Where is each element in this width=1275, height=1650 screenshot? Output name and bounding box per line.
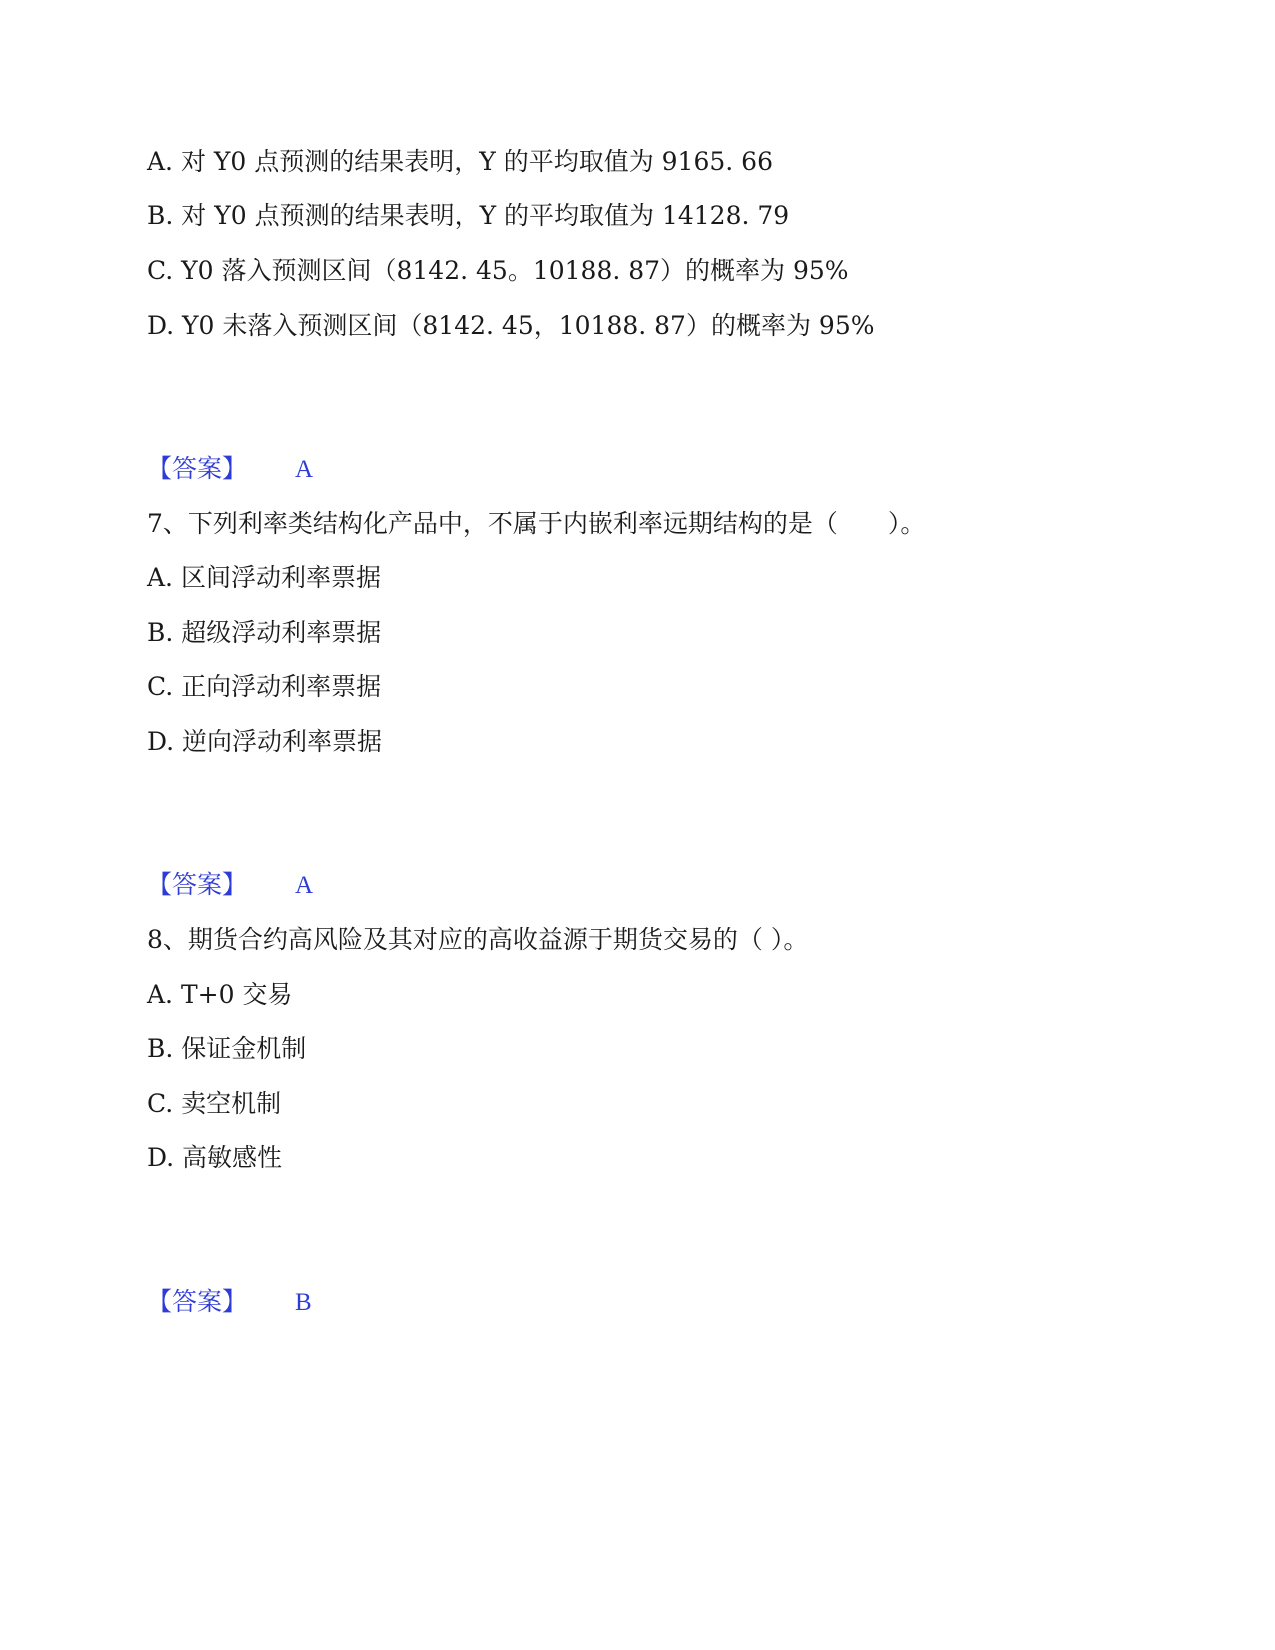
q8-option-b: B. 保证金机制	[147, 1034, 307, 1063]
q7-option-a: A. 区间浮动利率票据	[147, 563, 381, 592]
q8-option-d: D. 高敏感性	[147, 1143, 283, 1172]
q6-option-d: D. Y0 未落入预测区间（8142. 45，10188. 87）的概率为 95%	[147, 311, 875, 340]
q7-question: 7、下列利率类结构化产品中，不属于内嵌利率远期结构的是（ ）。	[147, 509, 926, 538]
answer-value: A	[295, 456, 314, 483]
answer-label: 【答案】	[147, 870, 248, 899]
q6-answer	[147, 453, 313, 486]
q8-option-c: C. 卖空机制	[147, 1089, 282, 1118]
answer-value: A	[295, 872, 314, 899]
answer-value: B	[295, 1289, 312, 1316]
q7-answer	[147, 869, 313, 902]
q6-option-b: B. 对 Y0 点预测的结果表明，Y 的平均取值为 14128. 79	[147, 201, 790, 230]
q8-question: 8、期货合约高风险及其对应的高收益源于期货交易的（ ）。	[147, 925, 809, 954]
q8-answer	[147, 1286, 312, 1319]
q7-option-c: C. 正向浮动利率票据	[147, 672, 382, 701]
q8-option-a: A. T+0 交易	[147, 980, 293, 1009]
answer-label: 【答案】	[147, 1287, 248, 1316]
q6-option-c: C. Y0 落入预测区间（8142. 45。10188. 87）的概率为 95%	[147, 256, 849, 285]
q7-option-d: D. 逆向浮动利率票据	[147, 727, 383, 756]
q6-option-a: A. 对 Y0 点预测的结果表明，Y 的平均取值为 9165. 66	[147, 147, 773, 176]
q7-option-b: B. 超级浮动利率票据	[147, 618, 382, 647]
answer-label: 【答案】	[147, 454, 248, 483]
